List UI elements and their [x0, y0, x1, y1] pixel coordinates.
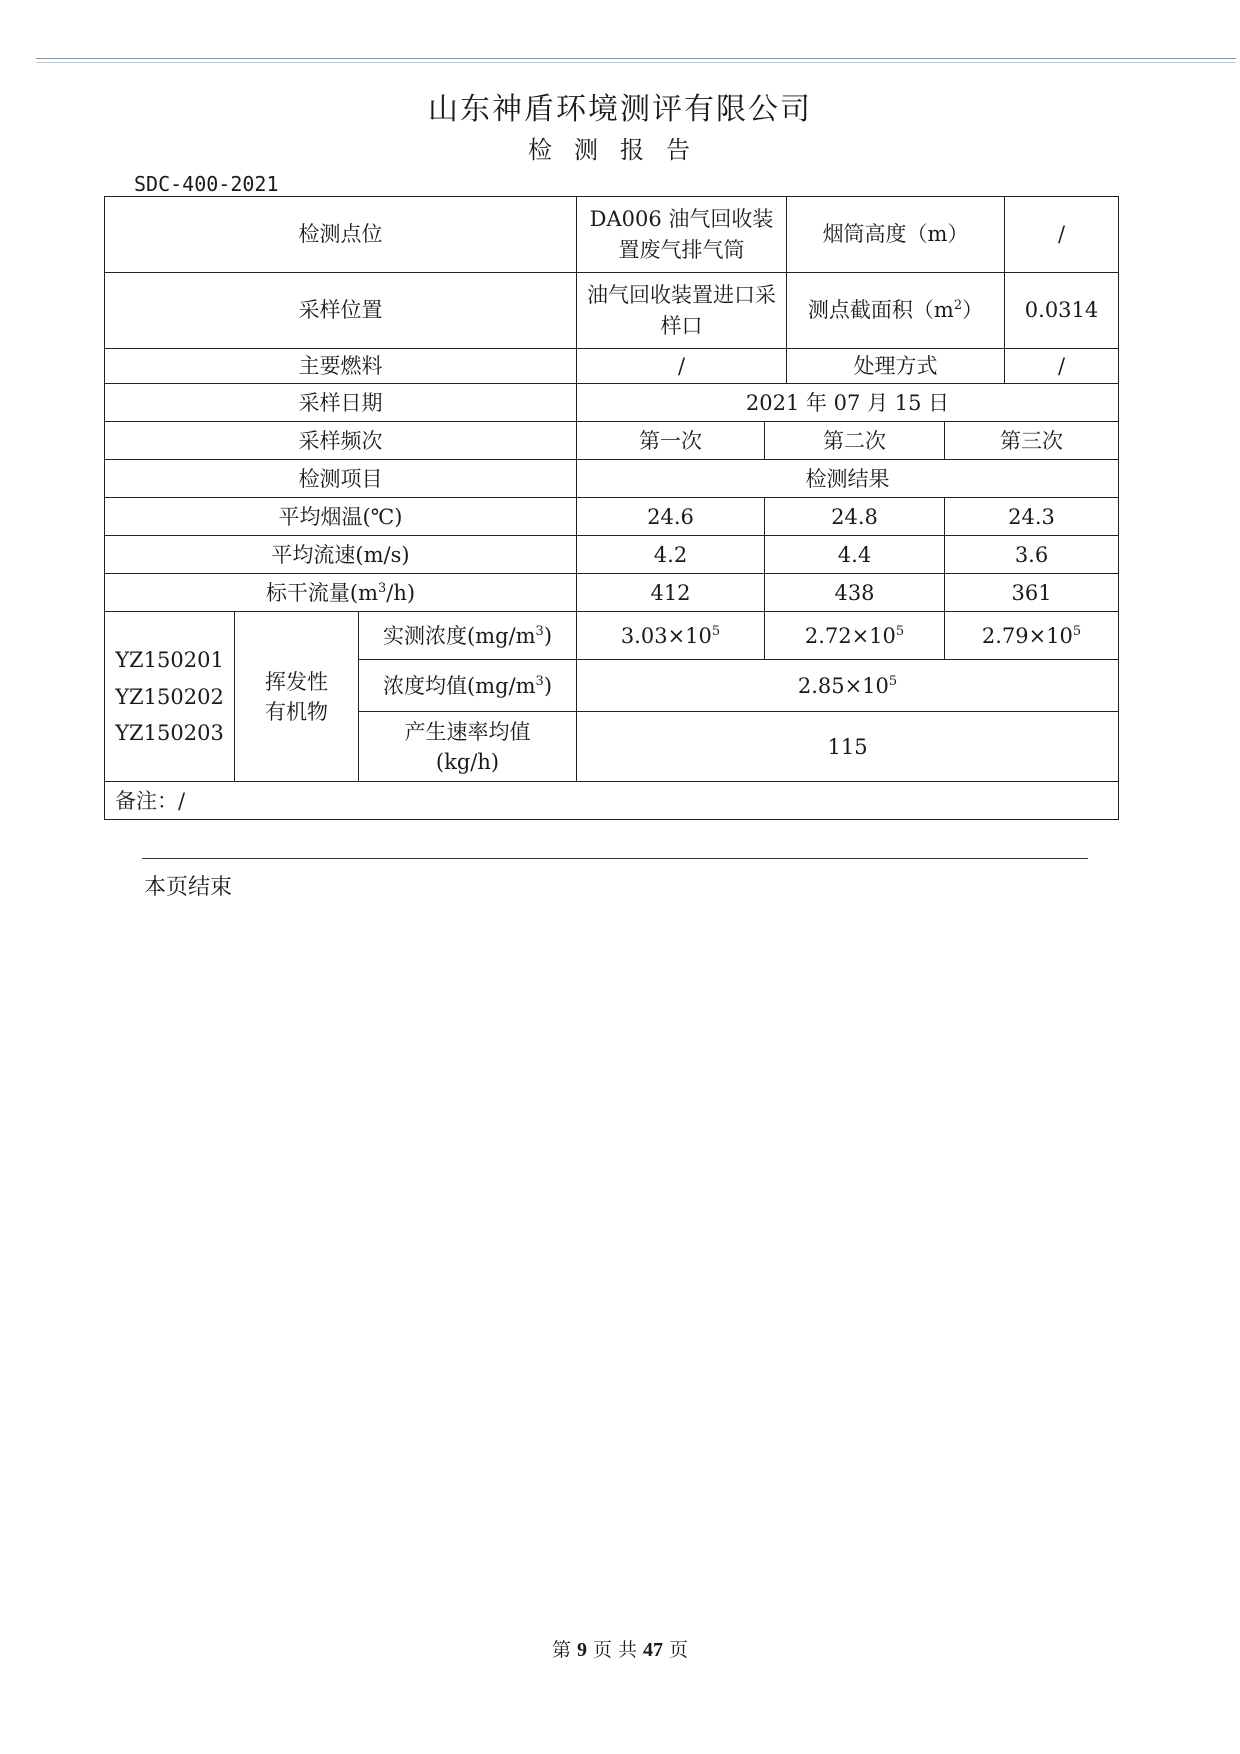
cell-label: 平均流速(m/s) — [105, 536, 577, 574]
cell-value: 0.0314 — [1005, 273, 1119, 349]
company-name: 山东神盾环境测评有限公司 — [428, 92, 812, 127]
table-row — [105, 197, 1119, 273]
cell-value: 第二次 — [765, 422, 945, 460]
cell-label: 烟筒高度（m） — [787, 197, 1005, 273]
table-row — [105, 782, 1119, 820]
sample-codes-cell — [105, 612, 235, 782]
cell-label: 采样频次 — [105, 422, 577, 460]
cell-label: 主要燃料 — [105, 349, 577, 384]
page-number: 9 — [576, 1639, 587, 1661]
cell-value: 第三次 — [945, 422, 1119, 460]
table-row — [105, 422, 1119, 460]
cell-value: 油气回收装置进口采样口 — [577, 273, 787, 349]
sample-code: YZ150201 — [115, 647, 224, 672]
cell-value: $2.72\times 10^5$ — [765, 612, 945, 660]
pollutant-name-cell: 挥发性有机物 — [235, 612, 359, 782]
cell-value: 115 — [577, 712, 1119, 782]
table-row — [105, 460, 1119, 498]
cell-value: 361 — [945, 574, 1119, 612]
table-row — [105, 384, 1119, 422]
top-rule-secondary — [36, 62, 1236, 63]
cell-value: $3.03\times 10^5$ — [577, 612, 765, 660]
cell-value: 4.2 — [577, 536, 765, 574]
table-row — [105, 574, 1119, 612]
cell-value: 4.4 — [765, 536, 945, 574]
report-title: 检测报告 — [528, 136, 712, 164]
sample-code: YZ150202 — [115, 684, 224, 709]
remark-cell: 备注：/ — [105, 782, 1119, 820]
cell-value: 24.6 — [577, 498, 765, 536]
cell-value: 24.8 — [765, 498, 945, 536]
total-pages: 47 — [643, 1639, 664, 1661]
cell-value: 第一次 — [577, 422, 765, 460]
cell-label: 实测浓度$(mg/m^3)$ — [359, 612, 577, 660]
table-row — [105, 612, 1119, 660]
end-rule — [142, 858, 1088, 859]
document-number: SDC-400-2021 — [134, 172, 279, 196]
cell-value: / — [1005, 197, 1119, 273]
cell-value: / — [1005, 349, 1119, 384]
cell-label: 平均烟温(℃) — [105, 498, 577, 536]
cell-value: $2.85\times 10^5$ — [577, 660, 1119, 712]
cell-label: 处理方式 — [787, 349, 1005, 384]
cell-value: / — [577, 349, 787, 384]
cell-value: 438 — [765, 574, 945, 612]
cell-value: 24.3 — [945, 498, 1119, 536]
cell-label: 浓度均值$(mg/m^3)$ — [359, 660, 577, 712]
cell-value: 412 — [577, 574, 765, 612]
cell-label: 测点截面积$(m^2)$ — [787, 273, 1005, 349]
cell-value: 检测结果 — [577, 460, 1119, 498]
page-footer: 第 9 页 共 47 页 — [551, 1639, 689, 1661]
sample-code: YZ150203 — [115, 721, 224, 746]
table-row — [105, 349, 1119, 384]
cell-label: 产生速率均值(kg/h) — [359, 712, 577, 782]
table-row — [105, 498, 1119, 536]
cell-label: 检测项目 — [105, 460, 577, 498]
cell-value: DA006 油气回收装置废气排气筒 — [577, 197, 787, 273]
cell-label: 标干流量$(m^3/h)$ — [105, 574, 577, 612]
cell-value: 3.6 — [945, 536, 1119, 574]
test-results-table — [104, 196, 1119, 820]
cell-label: 采样位置 — [105, 273, 577, 349]
cell-value: $2.79\times 10^5$ — [945, 612, 1119, 660]
cell-label: 检测点位 — [105, 197, 577, 273]
table-row — [105, 273, 1119, 349]
top-rule — [36, 58, 1236, 59]
cell-label: 采样日期 — [105, 384, 577, 422]
cell-value: 2021 年 07 月 15 日 — [577, 384, 1119, 422]
page-end-note: 本页结束 — [144, 875, 233, 900]
table-row — [105, 536, 1119, 574]
